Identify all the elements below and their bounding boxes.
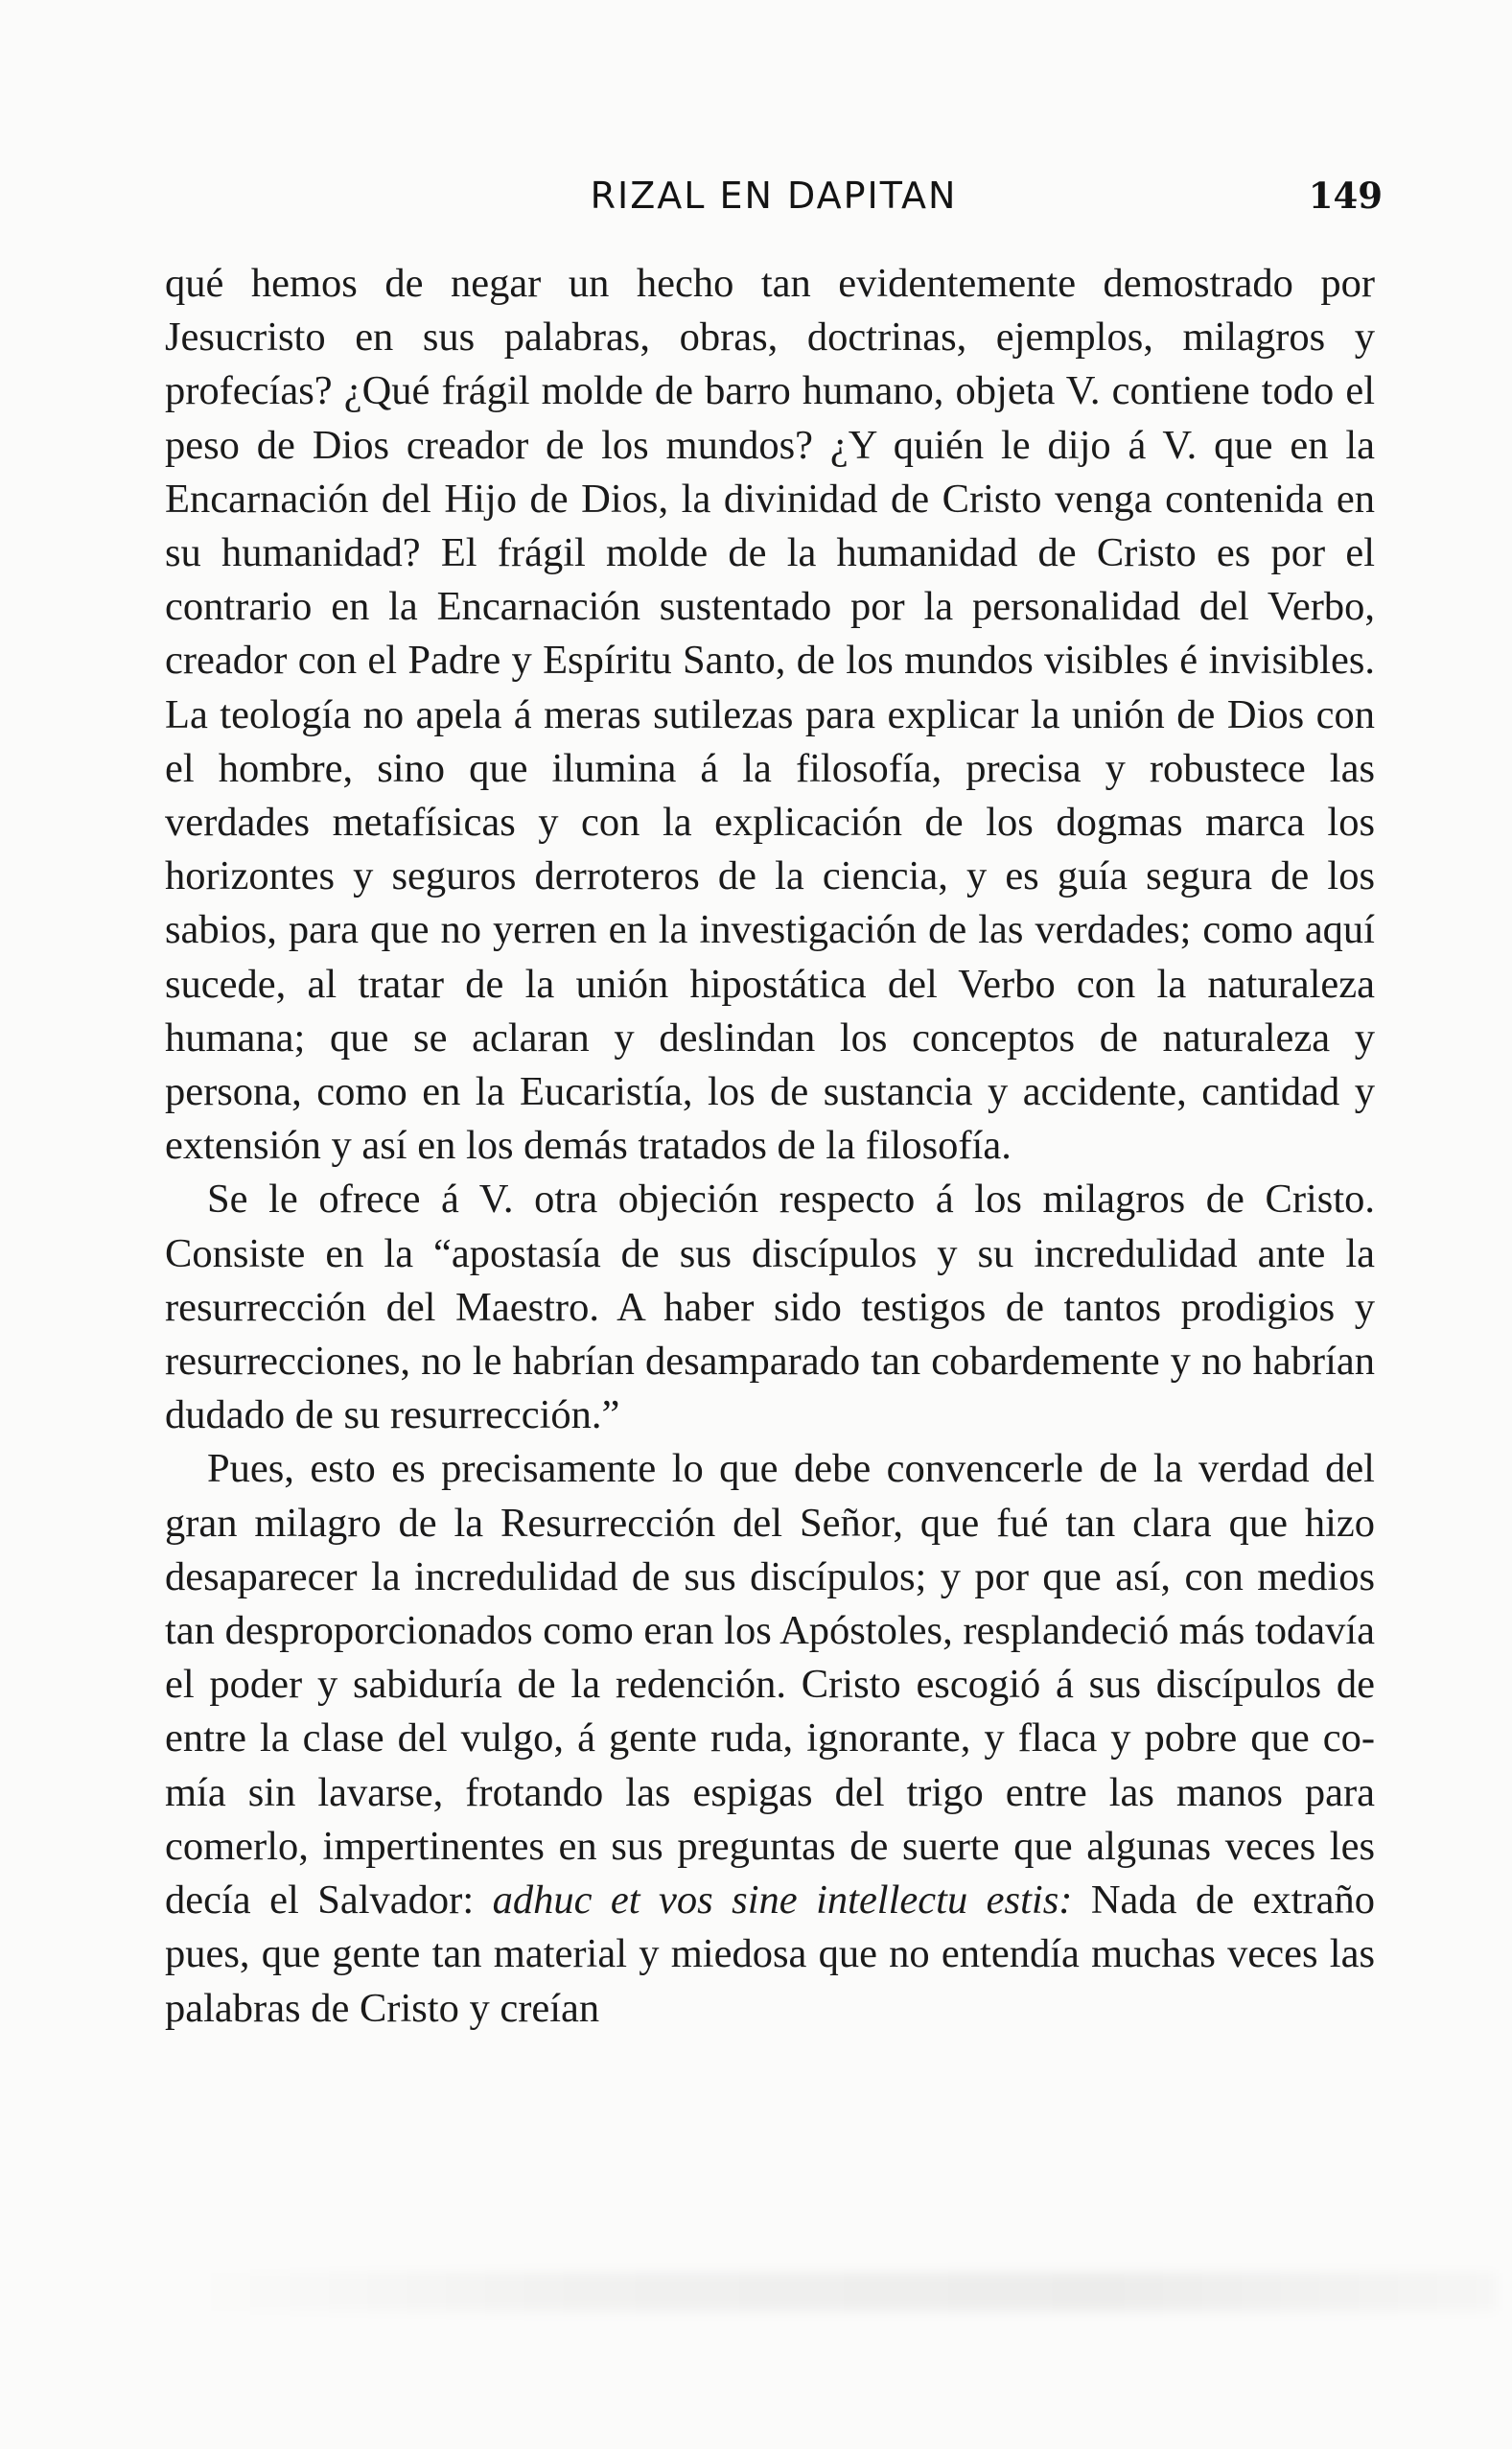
body-text bbox=[165, 257, 1375, 2036]
page-number: 149 bbox=[1308, 175, 1383, 217]
paragraph-3 bbox=[165, 1442, 1375, 2035]
bleed-through-smudge bbox=[192, 2273, 1496, 2311]
paragraph-3-text-before: Pues, esto es precisamente lo que debe convencerle de la verdad del gran milagro de la Resurrección del Señor, que fué tan clara que hizo desaparecer la incredulidad de sus discípulos; y por que así, con medios tan desproporcionados como eran los Apóstoles, resplandeció más todavía el poder y sabiduría de la redención. Cristo escogió á sus discípulos de entre la clase del vulgo, á gente ruda, ignorante, y flaca y pobre que comía sin lavarse, frotando las espigas del trigo entre las manos para comerlo, impertinentes en sus preguntas de suerte que algunas veces les decía el Salvador: bbox=[165, 1446, 1375, 1924]
paragraph-3-text-after: Nada de extraño pues, que gente tan material y miedosa que no entendía muchas veces las palabras de Cristo y creían bbox=[165, 1878, 1375, 2031]
latin-phrase: adhuc et vos sine intellectu estis: bbox=[492, 1878, 1073, 1924]
paragraph-2: Se le ofrece á V. otra objeción respecto á los milagros de Cristo. Consiste en la “apostasía de sus discípulos y su incredulidad ante la resurrección del Maestro. A haber sido testigos de tantos prodigios y resurrecciones, no le habrían desamparado tan cobardemente y no habrían dudado de su resurrección.” bbox=[165, 1177, 1375, 1438]
running-title: RIZAL EN DAPITAN bbox=[590, 175, 958, 217]
paragraph-1: qué hemos de negar un hecho tan evidentemente demostrado por Jesucristo en sus palabras, obras, doctrinas, ejemplos, milagros y profecías? ¿Qué frágil molde de barro humano, objeta V. contiene todo el peso de Dios creador de los mundos? ¿Y quién le dijo á V. que en la Encarnación del Hijo de Dios, la divinidad de Cristo venga contenida en su humanidad? El frágil molde de la humanidad de Cristo es por el contrario en la Encarnación sustentado por la personalidad del Verbo, creador con el Padre y Espíritu Santo, de los mundos visibles é invisibles. La teología no apela á meras sutilezas para explicar la unión de Dios con el hombre, sino que ilumina á la filosofía, precisa y robustece las verdades metafísicas y con la explicación de los dogmas marca los horizontes y seguros derroteros de la ciencia, y es guía segura de los sabios, para que no yerren en la investigación de las verdades; como aquí sucede, al tratar de la unión hipostática del Verbo con la naturaleza humana; que se aclaran y deslindan los conceptos de naturaleza y persona, como en la Eucaristía, los de sustancia y accidente, cantidad y extensión y así en los demás tratados de la filosofía. bbox=[165, 261, 1375, 1169]
running-head bbox=[165, 171, 1383, 221]
